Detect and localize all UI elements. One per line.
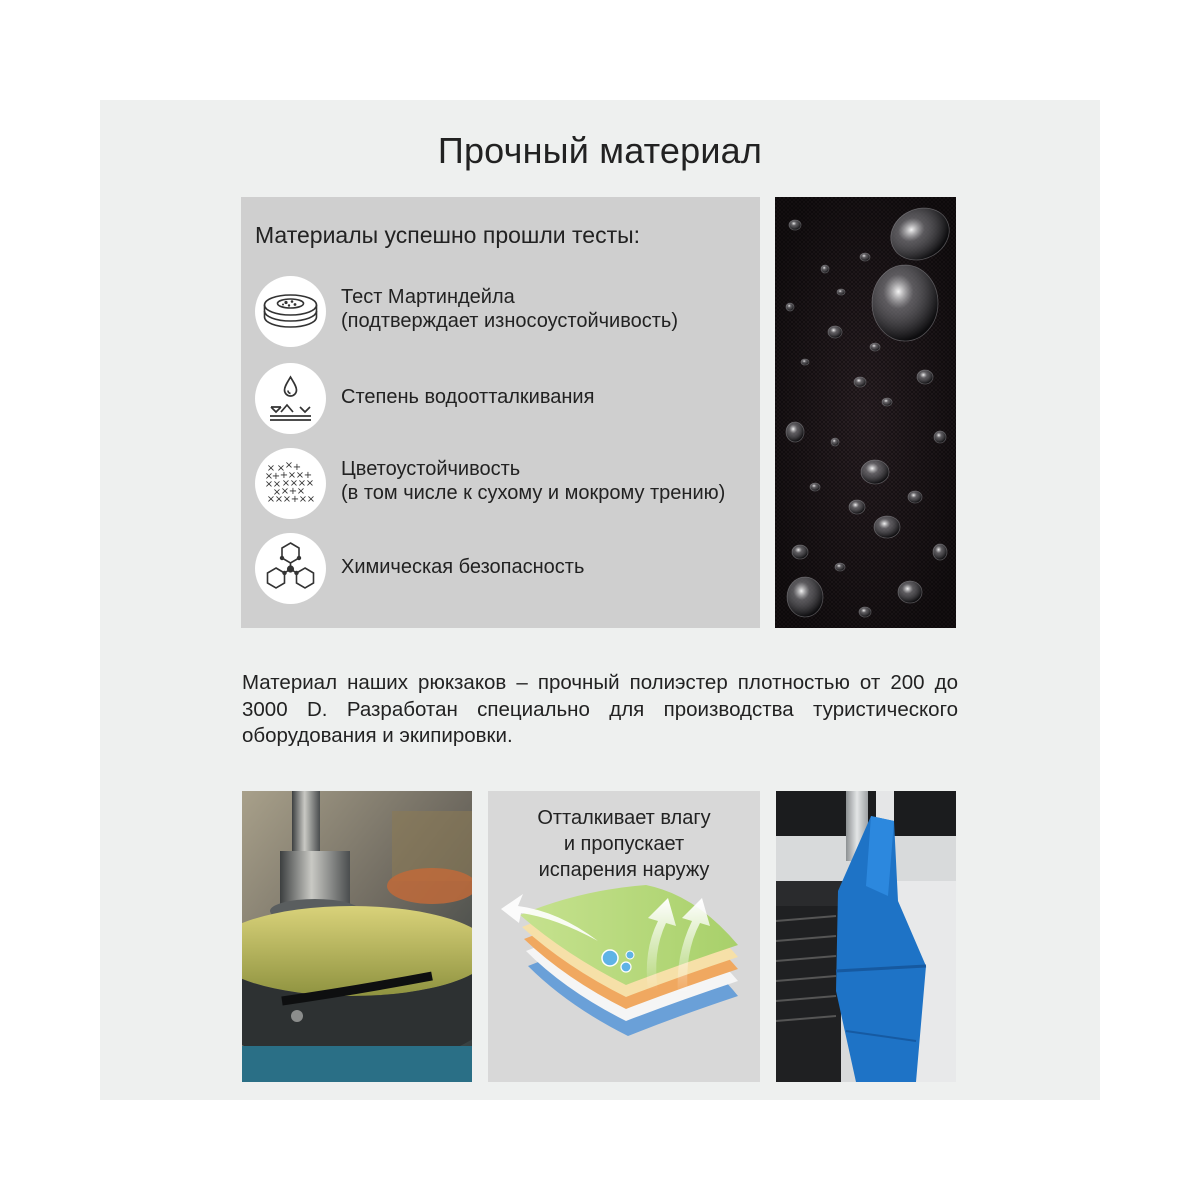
- test-item-color: [341, 457, 725, 505]
- svg-text:×: ×: [266, 494, 276, 505]
- svg-text:×: ×: [264, 471, 274, 482]
- svg-text:+: +: [271, 471, 281, 482]
- tensile-test-image: [776, 791, 956, 1082]
- svg-text:×: ×: [297, 478, 307, 489]
- svg-text:×: ×: [281, 478, 291, 489]
- material-description: Материал наших рюкзаков – прочный полиэстер плотностью от 200 до 3000 D. Разработан специально для производства туристического оборудования и экипировки.: [242, 671, 958, 747]
- svg-text:×: ×: [287, 470, 297, 481]
- water-repellent-icon: [255, 363, 326, 434]
- color-fastness-icon: [255, 448, 326, 519]
- test-item-title: Цветоустойчивость: [341, 458, 521, 480]
- chemical-molecule-icon: [255, 533, 326, 604]
- svg-text:×: ×: [298, 494, 308, 505]
- membrane-caption: Отталкивает влагу и пропускает испарения наружу: [537, 807, 711, 881]
- svg-text:×: ×: [282, 494, 292, 505]
- svg-text:+: +: [288, 486, 298, 497]
- svg-text:×: ×: [289, 478, 299, 489]
- svg-text:×: ×: [280, 486, 290, 497]
- test-item-title: Степень водоотталкивания: [341, 386, 595, 408]
- test-item-water: [341, 385, 594, 409]
- svg-text:×: ×: [305, 478, 315, 489]
- test-item-martindale: [341, 285, 678, 333]
- membrane-layers-graphic: [488, 791, 760, 1082]
- svg-text:×: ×: [284, 460, 294, 471]
- test-item-title: Химическая безопасность: [341, 556, 585, 578]
- svg-text:×: ×: [272, 487, 282, 498]
- fabric-water-drops-image: [775, 197, 956, 628]
- martindale-machine-image: [242, 791, 472, 1082]
- svg-text:×: ×: [264, 479, 274, 490]
- page-title: Прочный материал: [437, 130, 763, 171]
- martindale-disc-icon: [255, 276, 326, 347]
- svg-text:×: ×: [295, 470, 305, 481]
- test-item-subtitle: (подтверждает износоустойчивость): [341, 310, 678, 332]
- svg-text:+: +: [292, 462, 302, 473]
- svg-text:×: ×: [274, 494, 284, 505]
- svg-text:+: +: [290, 494, 300, 505]
- svg-text:+: +: [303, 470, 313, 481]
- svg-text:×: ×: [296, 486, 306, 497]
- tests-heading: Материалы успешно прошли тесты:: [255, 222, 641, 248]
- test-item-chemical: [341, 555, 584, 579]
- test-item-subtitle: (в том числе к сухому и мокрому трению): [341, 482, 726, 504]
- test-item-title: Тест Мартиндейла: [341, 286, 515, 308]
- svg-text:×: ×: [272, 479, 282, 490]
- svg-text:×: ×: [306, 494, 316, 505]
- svg-text:+: +: [279, 470, 289, 481]
- membrane-illustration: [488, 791, 760, 1082]
- svg-text:×: ×: [266, 463, 276, 474]
- svg-text:×: ×: [276, 463, 286, 474]
